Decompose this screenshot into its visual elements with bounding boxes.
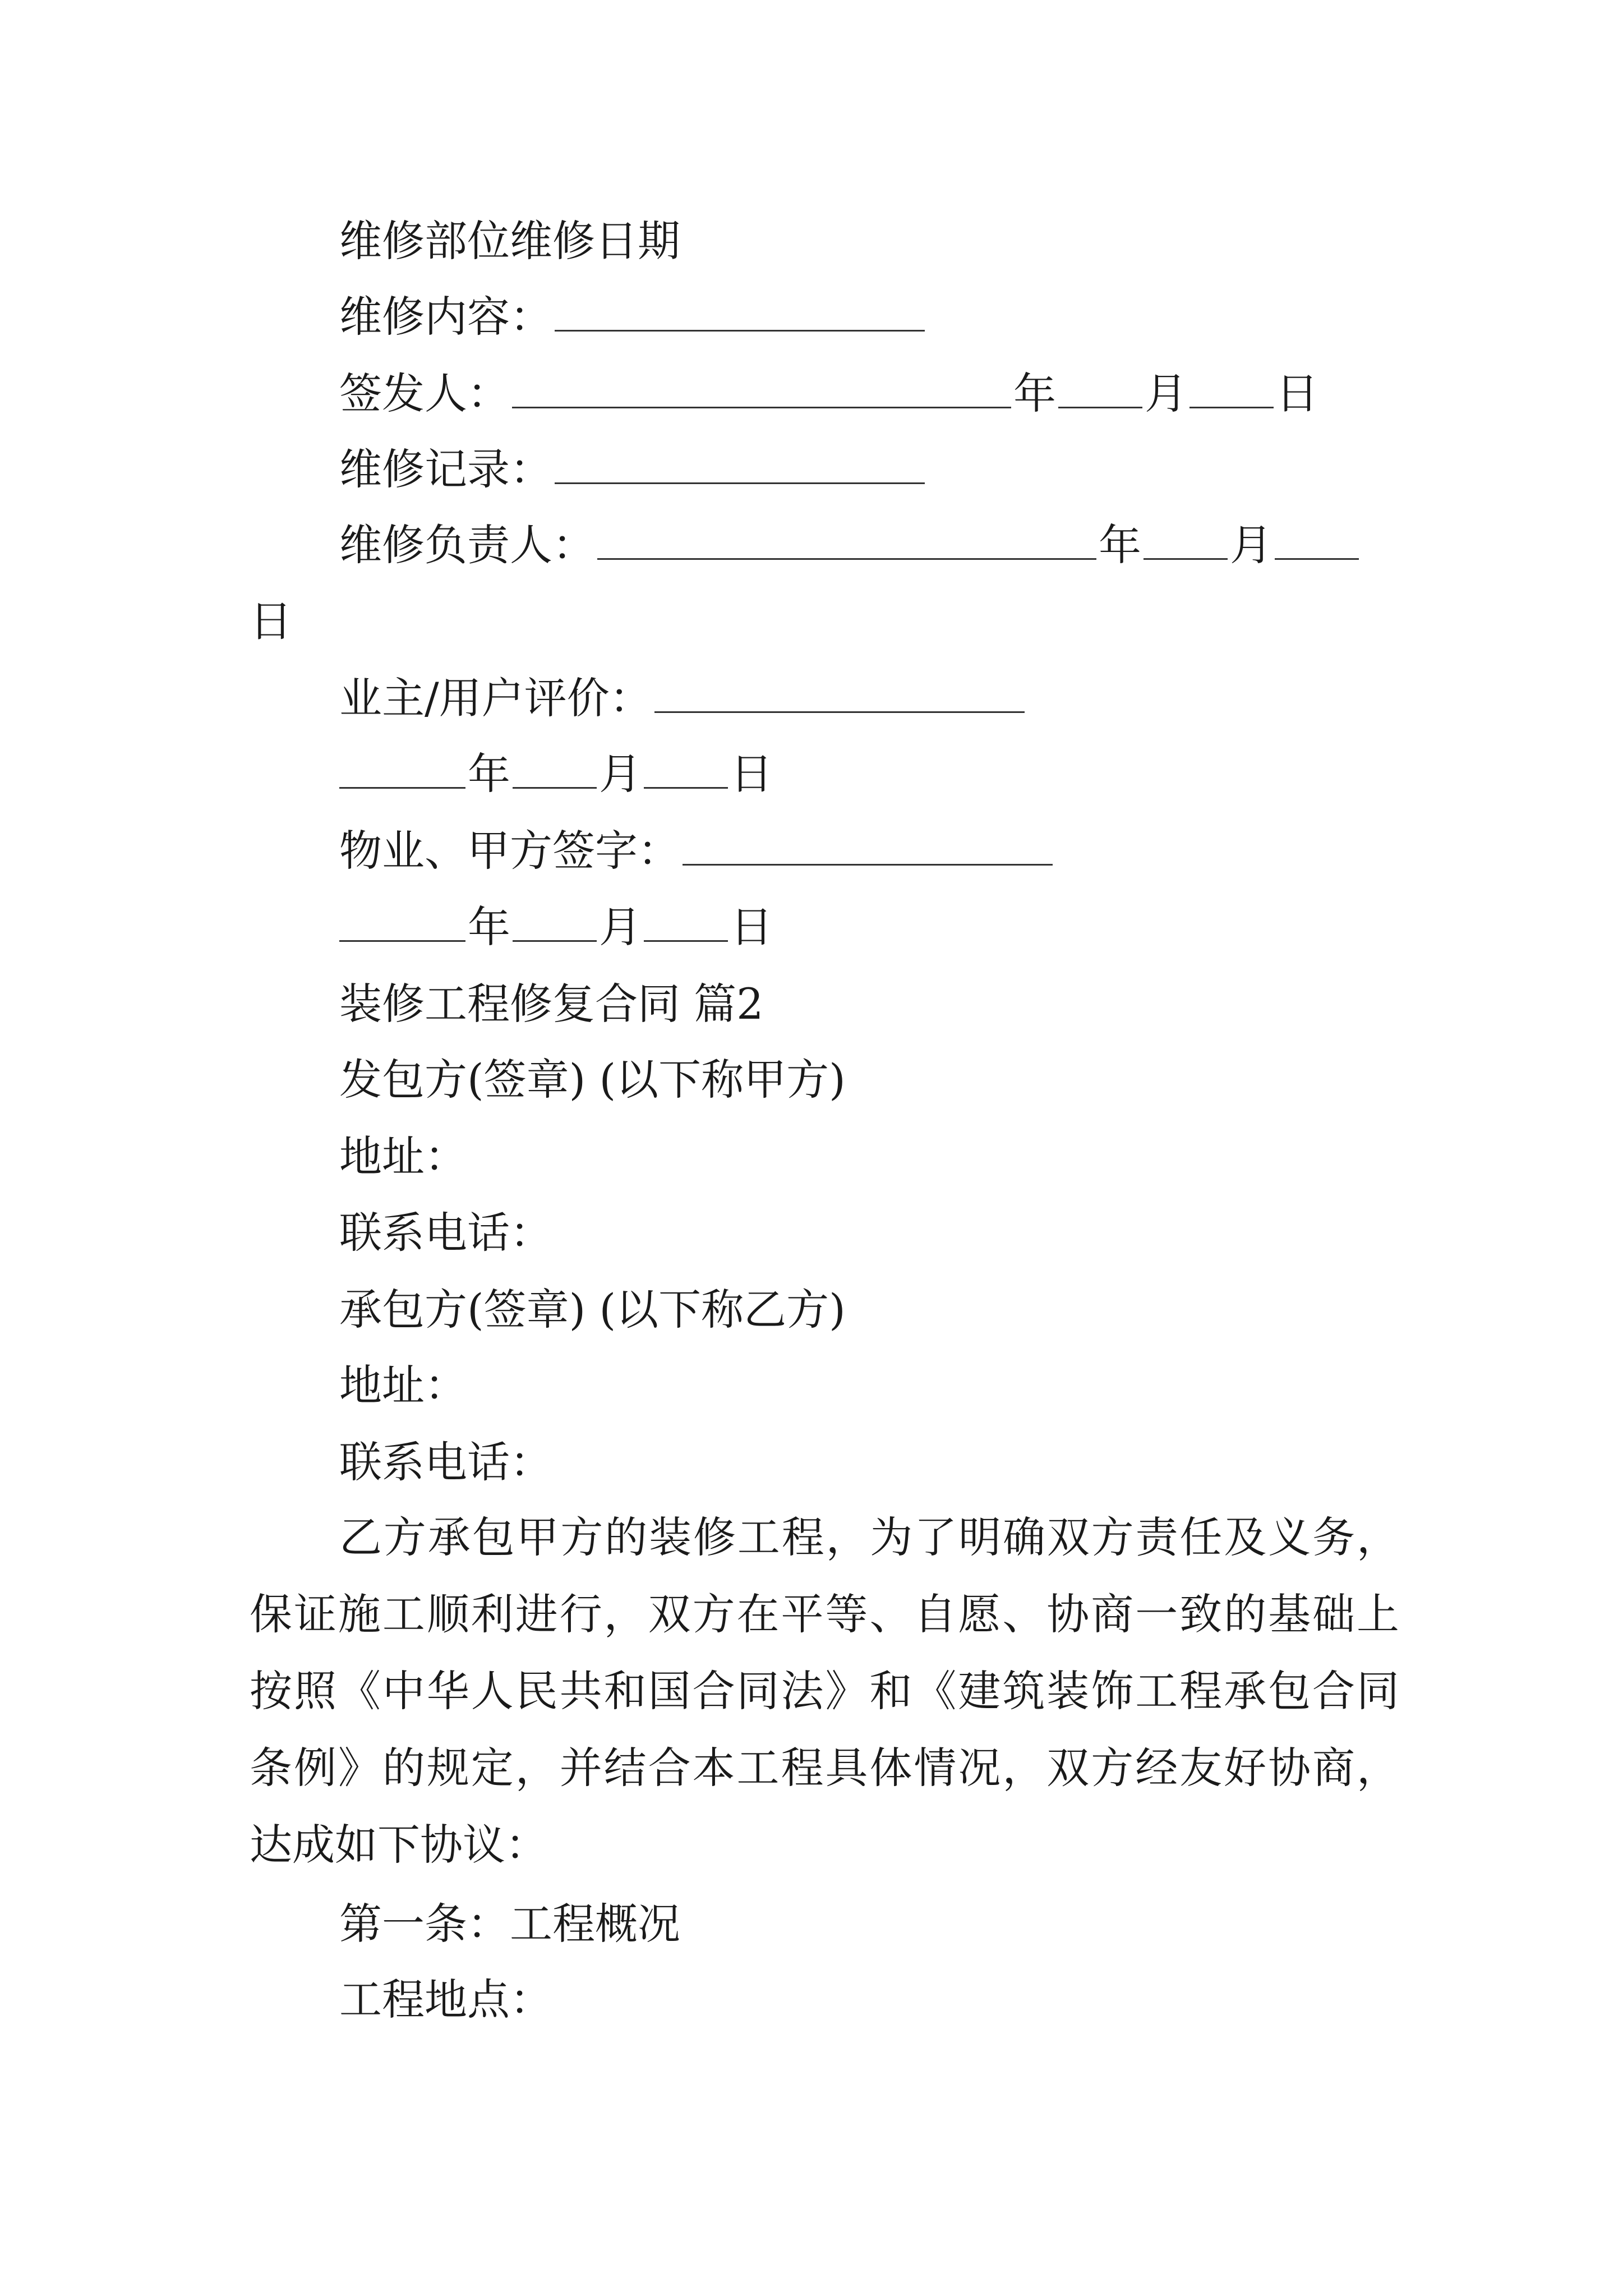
line-owner-evaluation xyxy=(339,670,1399,726)
issuer-month-blank xyxy=(1058,370,1142,408)
repair-part-date-text: 维修部位维修日期 xyxy=(339,216,680,266)
repair-manager-month: 月 xyxy=(1230,520,1272,570)
property-signature-label: 物业、甲方签字： xyxy=(339,826,680,876)
line-party-a-address xyxy=(339,1129,1399,1185)
owner-day: 日 xyxy=(730,749,773,799)
line-party-a xyxy=(339,1052,1399,1108)
repair-manager-blank xyxy=(597,521,1096,560)
owner-year: 年 xyxy=(468,749,510,799)
line-repair-manager-day xyxy=(250,593,1399,650)
project-location-label: 工程地点： xyxy=(339,1975,552,2024)
party-b-label: 承包方(签章) (以下称乙方) xyxy=(339,1285,846,1335)
owner-month-blank xyxy=(513,750,597,789)
line-repair-manager xyxy=(339,517,1399,573)
property-year-blank xyxy=(339,903,465,942)
line-party-b xyxy=(339,1282,1399,1338)
property-day: 日 xyxy=(730,902,773,952)
owner-month: 月 xyxy=(599,749,642,799)
party-b-phone-label: 联系电话： xyxy=(339,1437,552,1487)
article-one-heading: 第一条：工程概况 xyxy=(339,1899,680,1949)
property-signature-blank xyxy=(683,827,1053,866)
issuer-day: 日 xyxy=(1276,369,1318,418)
section-title xyxy=(339,976,1399,1032)
property-month: 月 xyxy=(599,902,642,952)
owner-year-blank xyxy=(339,750,465,789)
paragraph-line-5: 达成如下协议： xyxy=(250,1820,548,1870)
contract-title: 装修工程修复合同 篇2 xyxy=(339,979,764,1029)
line-repair-record xyxy=(339,441,1399,498)
issuer-day-blank xyxy=(1189,370,1274,408)
repair-record-blank xyxy=(555,445,925,484)
line-repair-part-date xyxy=(339,213,1399,269)
issuer-blank xyxy=(512,370,1011,408)
repair-record-label: 维修记录： xyxy=(339,444,552,494)
line-article-one xyxy=(339,1896,1399,1952)
paragraph-line-2: 保证施工顺利进行，双方在平等、自愿、协商一致的基础上 xyxy=(250,1589,1399,1639)
property-month-blank xyxy=(513,903,597,942)
issuer-month: 月 xyxy=(1145,369,1187,418)
line-property-signature xyxy=(339,823,1399,879)
issuer-label: 签发人： xyxy=(339,369,510,418)
owner-evaluation-label: 业主/用户评价： xyxy=(339,673,652,723)
party-a-phone-label: 联系电话： xyxy=(339,1208,552,1258)
party-a-label: 发包方(签章) (以下称甲方) xyxy=(339,1055,846,1105)
line-party-a-phone xyxy=(339,1205,1399,1261)
line-repair-content xyxy=(339,289,1399,345)
paragraph-line-4: 条例》的规定，并结合本工程具体情况，双方经友好协商， xyxy=(250,1743,1399,1793)
repair-manager-label: 维修负责人： xyxy=(339,520,595,570)
issuer-year: 年 xyxy=(1013,369,1056,418)
repair-content-blank xyxy=(555,293,925,332)
party-a-address-label: 地址： xyxy=(339,1131,467,1181)
repair-manager-month-blank xyxy=(1144,521,1228,560)
agreement-paragraph xyxy=(250,1499,1399,1883)
party-b-address-label: 地址： xyxy=(339,1360,467,1410)
repair-content-label: 维修内容： xyxy=(339,292,552,342)
repair-manager-day: 日 xyxy=(250,596,292,646)
owner-evaluation-blank xyxy=(654,674,1025,713)
line-issuer xyxy=(339,366,1399,422)
repair-manager-year: 年 xyxy=(1099,520,1141,570)
property-day-blank xyxy=(644,903,728,942)
line-party-b-address xyxy=(339,1358,1399,1414)
paragraph-line-1: 乙方承包甲方的装修工程，为了明确双方责任及义务， xyxy=(339,1512,1399,1562)
paragraph-line-3: 按照《中华人民共和国合同法》和《建筑装饰工程承包合同 xyxy=(250,1666,1399,1716)
line-property-date xyxy=(339,899,1399,955)
owner-day-blank xyxy=(644,750,728,789)
line-owner-date xyxy=(339,746,1399,802)
line-project-location xyxy=(339,1972,1399,2028)
repair-manager-day-blank xyxy=(1275,521,1359,560)
line-party-b-phone xyxy=(339,1434,1399,1490)
property-year: 年 xyxy=(468,902,510,952)
